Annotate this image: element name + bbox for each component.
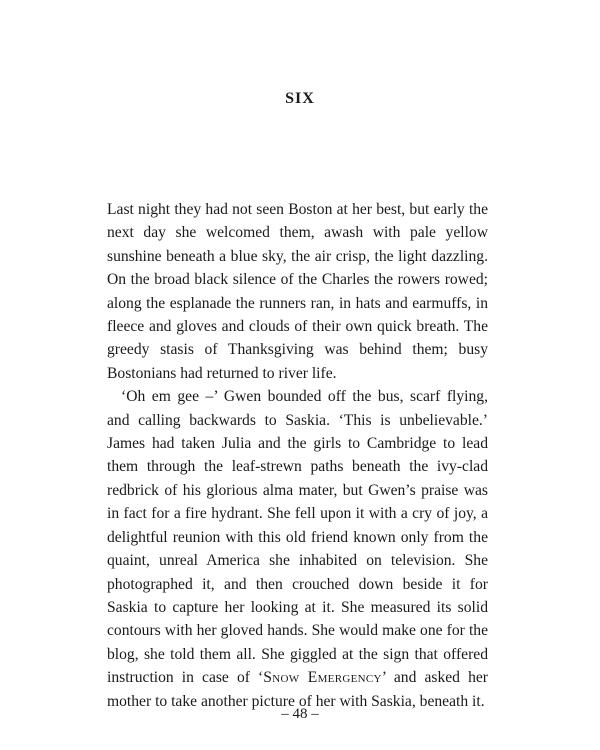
chapter-title: SIX [285,90,315,107]
paragraph-2 [107,385,488,713]
paragraph-1: Last night they had not seen Boston at her best, but early the next day she welcomed them, awash with pale yellow sunshine beneath a blue sky, the air crisp, the light dazzling. On the broad black silence of the Charles the rowers rowed; along the esplanade the runners ran, in hats and earmuffs, in fleece and gloves and clouds of their own quick breath. The greedy stasis of Thanksgiving was behind them; busy Bostonians had returned to river life. [107,201,488,382]
page-number: – 48 – [281,706,319,722]
snow-emergency-sign-text: Snow Emergency [263,669,382,687]
paragraph-2-text-before: ‘Oh em gee –’ Gwen bounded off the bus, scarf flying, and calling backwards to Saskia. ‘This is unbelievable.’ James had taken Julia and the girls to Cambridge to lead them through the leaf-strewn paths beneath the ivy-clad redbrick of his glorious alma mater, but Gwen’s praise was in fact for a fire hydrant. She fell upon it with a cry of joy, a delightful reunion with this old friend known only from the quaint, unreal America she inhabited on television. She photographed it, and then crouched down beside it for Saskia to capture her looking at it. She measured its solid contours with her gloved hands. She would make one for the blog, she told them all. She giggled at the sign that offered instruction in case of ‘ [107,388,488,687]
body-text [107,198,488,713]
paragraph-2-text-after: ’ and asked her mother to take another picture of her with Saskia, beneath it. [107,669,488,710]
